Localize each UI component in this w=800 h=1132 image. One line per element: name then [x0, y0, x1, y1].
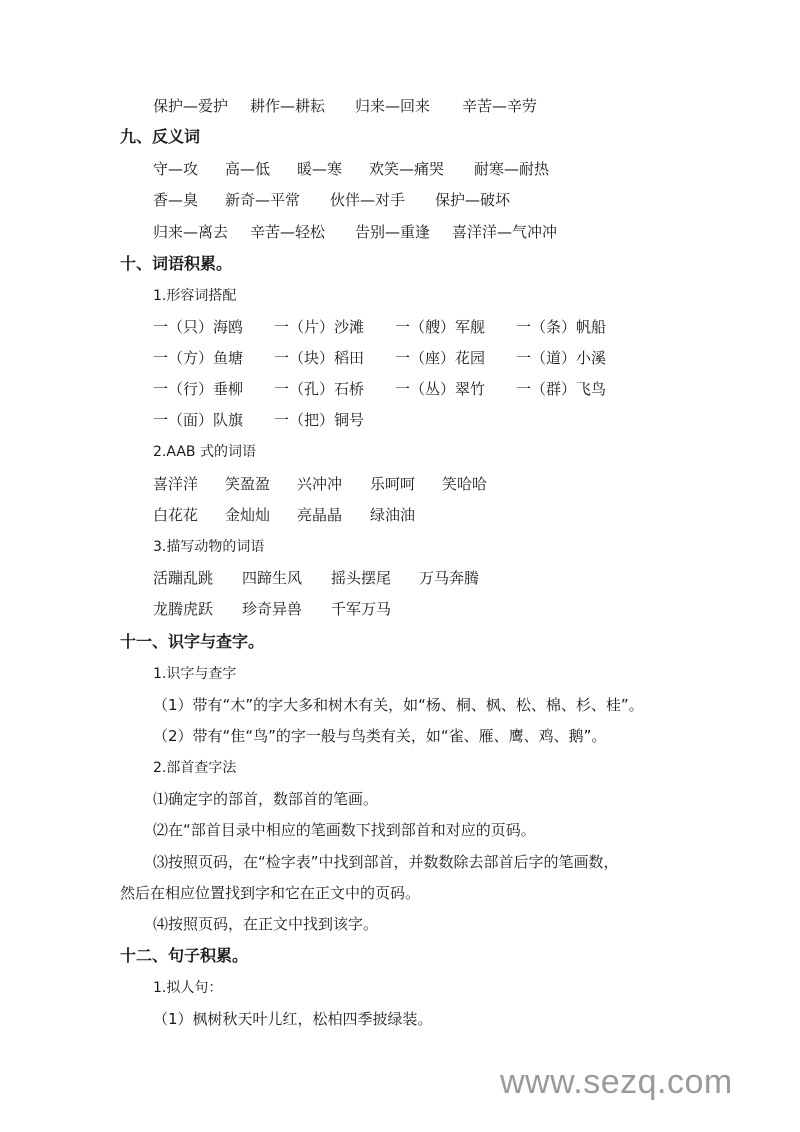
word-pair: 欢笑—痛哭 [369, 160, 445, 178]
section-heading-sentences: 十二、句子积累。 [120, 946, 249, 965]
phrase: 一（群）飞鸟 [516, 380, 607, 398]
aab-word-row [153, 505, 415, 525]
word: 笑盈盈 [225, 475, 271, 493]
antonym-row [153, 190, 510, 210]
word-pair: 保护—爱护 [153, 97, 229, 115]
paragraph: ⑷按照页码，在正文中找到该字。 [153, 915, 379, 933]
phrase: 一（片）沙滩 [274, 318, 365, 336]
subheading-character-recognition: 1.识字与查字 [153, 666, 237, 682]
word-pair: 归来—回来 [355, 97, 431, 115]
measure-word-row [153, 410, 364, 430]
synonym-row [153, 96, 537, 116]
subheading-radical-lookup: 2.部首查字法 [153, 760, 237, 776]
word-pair: 耕作—耕耘 [250, 97, 326, 115]
word-pair: 告别—重逢 [355, 223, 431, 241]
measure-word-row [153, 317, 606, 337]
animal-word-row [153, 599, 391, 619]
watermark: www.sezq.com [500, 1063, 733, 1101]
paragraph: ⑵在“部首目录中相应的笔画数下找到部首和对应的页码。 [153, 821, 536, 839]
idiom: 千军万马 [331, 600, 392, 618]
paragraph: （1）枫树秋天叶儿红，松柏四季披绿装。 [153, 1010, 433, 1028]
idiom: 活蹦乱跳 [153, 569, 214, 587]
subheading-adjective-matching: 1.形容词搭配 [153, 288, 237, 304]
section-heading-vocabulary: 十、词语积累。 [120, 254, 233, 273]
subheading-aab-words: 2.AAB 式的词语 [153, 444, 256, 460]
measure-word-row [153, 379, 606, 399]
word: 绿油油 [370, 506, 416, 524]
phrase: 一（把）铜号 [274, 411, 365, 429]
phrase: 一（方）鱼塘 [153, 349, 244, 367]
phrase: 一（只）海鸥 [153, 318, 244, 336]
word: 亮晶晶 [297, 506, 343, 524]
word-pair: 保护—破坏 [435, 191, 511, 209]
word: 兴冲冲 [297, 475, 343, 493]
subheading-animal-words: 3.描写动物的词语 [153, 539, 265, 555]
word-pair: 暖—寒 [297, 160, 343, 178]
word-pair: 喜洋洋—气冲冲 [452, 223, 558, 241]
idiom: 摇头摆尾 [331, 569, 392, 587]
phrase: 一（孔）石桥 [274, 380, 365, 398]
word-pair: 香—臭 [153, 191, 199, 209]
subheading-personification: 1.拟人句： [153, 980, 223, 996]
word-pair: 新奇—平常 [225, 191, 301, 209]
phrase: 一（座）花园 [395, 349, 486, 367]
section-heading-antonyms: 九、反义词 [120, 127, 201, 146]
word-pair: 伙伴—对手 [330, 191, 406, 209]
paragraph: ⑶按照页码，在“检字表”中找到部首，并数数除去部首后字的笔画数， [153, 853, 619, 871]
antonym-row [153, 159, 549, 179]
measure-word-row [153, 348, 606, 368]
section-heading-character-lookup: 十一、识字与查字。 [120, 632, 265, 651]
phrase: 一（面）队旗 [153, 411, 244, 429]
paragraph-continuation: 然后在相应位置找到字和它在正文中的页码。 [120, 884, 421, 902]
word-pair: 守—攻 [153, 160, 199, 178]
phrase: 一（块）稻田 [274, 349, 365, 367]
animal-word-row [153, 568, 479, 588]
word: 笑哈哈 [442, 475, 488, 493]
idiom: 龙腾虎跃 [153, 600, 214, 618]
idiom: 四蹄生风 [242, 569, 303, 587]
phrase: 一（行）垂柳 [153, 380, 244, 398]
word-pair: 归来—离去 [153, 223, 229, 241]
word: 白花花 [153, 506, 199, 524]
phrase: 一（艘）军舰 [395, 318, 486, 336]
word: 金灿灿 [225, 506, 271, 524]
antonym-row [153, 222, 557, 242]
phrase: 一（条）帆船 [516, 318, 607, 336]
aab-word-row [153, 474, 487, 494]
idiom: 万马奔腾 [419, 569, 480, 587]
word: 喜洋洋 [153, 475, 199, 493]
paragraph: （1）带有“木”的字大多和树木有关，如“杨、桐、枫、松、棉、杉、桂”。 [153, 696, 644, 714]
phrase: 一（道）小溪 [516, 349, 607, 367]
word-pair: 耐寒—耐热 [474, 160, 550, 178]
word: 乐呵呵 [370, 475, 416, 493]
word-pair: 辛苦—轻松 [250, 223, 326, 241]
idiom: 珍奇异兽 [242, 600, 303, 618]
paragraph: （2）带有“隹“鸟”的字一般与鸟类有关，如“雀、雁、鹰、鸡、鹅”。 [153, 727, 607, 745]
paragraph: ⑴确定字的部首，数部首的笔画。 [153, 790, 379, 808]
phrase: 一（丛）翠竹 [395, 380, 486, 398]
word-pair: 辛苦—辛劳 [462, 97, 538, 115]
word-pair: 高—低 [225, 160, 271, 178]
